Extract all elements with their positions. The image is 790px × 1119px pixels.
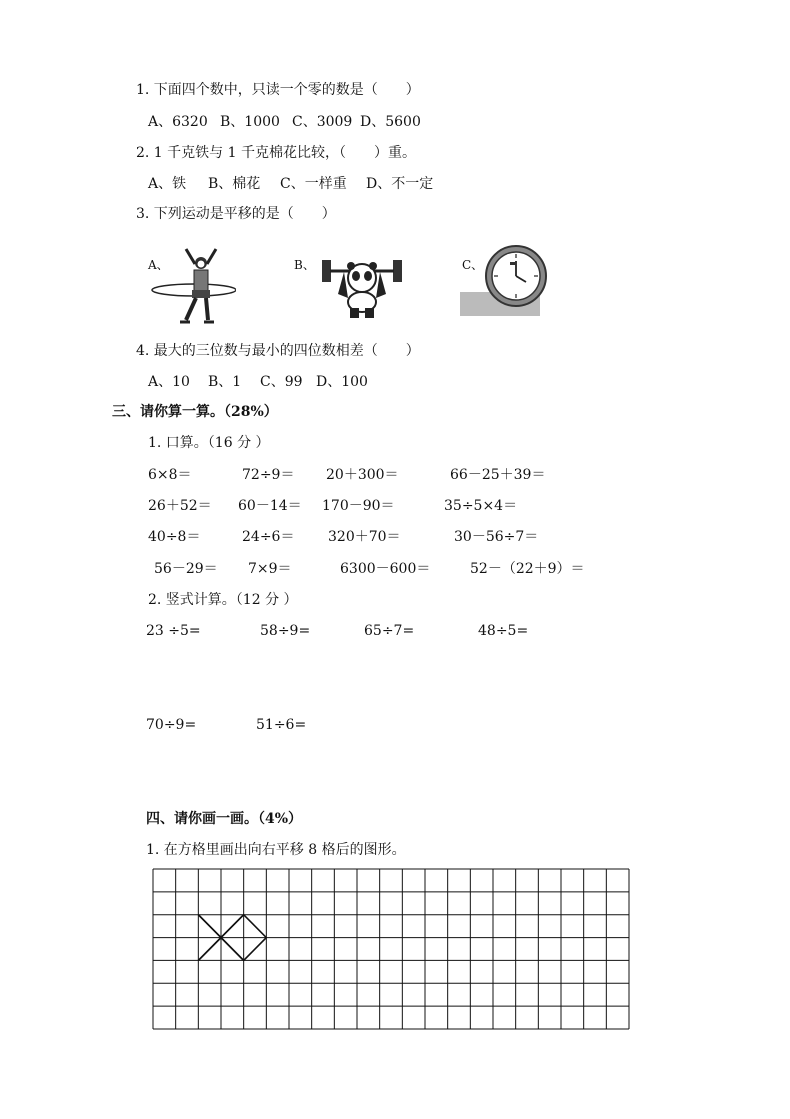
q1-option-b: B、1000 (220, 114, 280, 130)
oral-item: 56－29＝ (154, 561, 218, 577)
oral-item: 26＋52＝ (148, 498, 212, 514)
oral-item: 7×9＝ (248, 561, 292, 577)
oral-item: 72÷9＝ (242, 467, 295, 483)
oral-item: 66－25＋39＝ (450, 467, 546, 483)
oral-item: 20＋300＝ (326, 467, 399, 483)
hula-hoop-girl-image (146, 246, 236, 326)
q4-option-b: B、1 (208, 374, 242, 390)
section4-q1: 1. 在方格里画出向右平移 8 格后的图形。 (146, 842, 406, 858)
oral-item: 6×8＝ (148, 467, 192, 483)
oral-item: 320＋70＝ (328, 529, 401, 545)
oral-calc-title: 1. 口算。（16 分 ） (148, 435, 270, 451)
q3-label-c: C、 (462, 258, 484, 272)
oral-item: 30－56÷7＝ (454, 529, 539, 545)
vertical-item: 48÷5= (478, 623, 529, 639)
q2-option-c: C、一样重 (280, 176, 347, 192)
q1-option-d: D、5600 (360, 114, 421, 130)
q3-text: 3. 下列运动是平移的是（ ） (136, 206, 336, 222)
q1-option-c: C、3009 (292, 114, 353, 130)
q4-option-c: C、99 (260, 374, 303, 390)
oral-item: 24÷6＝ (242, 529, 295, 545)
q4-option-d: D、100 (316, 374, 368, 390)
vertical-item: 23 ÷5= (146, 623, 201, 639)
q1-text: 1. 下面四个数中，只读一个零的数是（ ） (136, 82, 420, 98)
q4-text: 4. 最大的三位数与最小的四位数相差（ ） (136, 343, 420, 359)
weightlifting-panda-image (320, 254, 404, 320)
vertical-calc-title: 2. 竖式计算。（12 分 ） (148, 592, 298, 608)
section4-heading: 四、请你画一画。（4%） (146, 811, 303, 827)
q2-option-d: D、不一定 (366, 176, 434, 192)
q3-label-b: B、 (294, 258, 315, 272)
vertical-item: 58÷9= (260, 623, 311, 639)
q4-option-a: A、10 (148, 374, 190, 390)
q2-option-a: A、铁 (148, 176, 187, 192)
oral-item: 60－14＝ (238, 498, 302, 514)
vertical-item: 70÷9= (146, 717, 197, 733)
oral-item: 40÷8＝ (148, 529, 201, 545)
q2-text: 2. 1 千克铁与 1 千克棉花比较，（ ）重。 (136, 145, 416, 161)
alarm-clock-image (460, 244, 550, 316)
vertical-item: 51÷6= (256, 717, 307, 733)
oral-item: 6300－600＝ (340, 561, 431, 577)
q3-label-a: A、 (148, 258, 169, 272)
oral-item: 170－90＝ (322, 498, 395, 514)
q1-option-a: A、6320 (148, 114, 208, 130)
vertical-item: 65÷7= (364, 623, 415, 639)
q2-option-b: B、棉花 (208, 176, 261, 192)
drawing-grid[interactable] (152, 868, 630, 1030)
oral-item: 52－（22＋9）＝ (470, 561, 585, 577)
oral-item: 35÷5×4＝ (444, 498, 518, 514)
section3-heading: 三、请你算一算。（28%） (112, 404, 278, 420)
